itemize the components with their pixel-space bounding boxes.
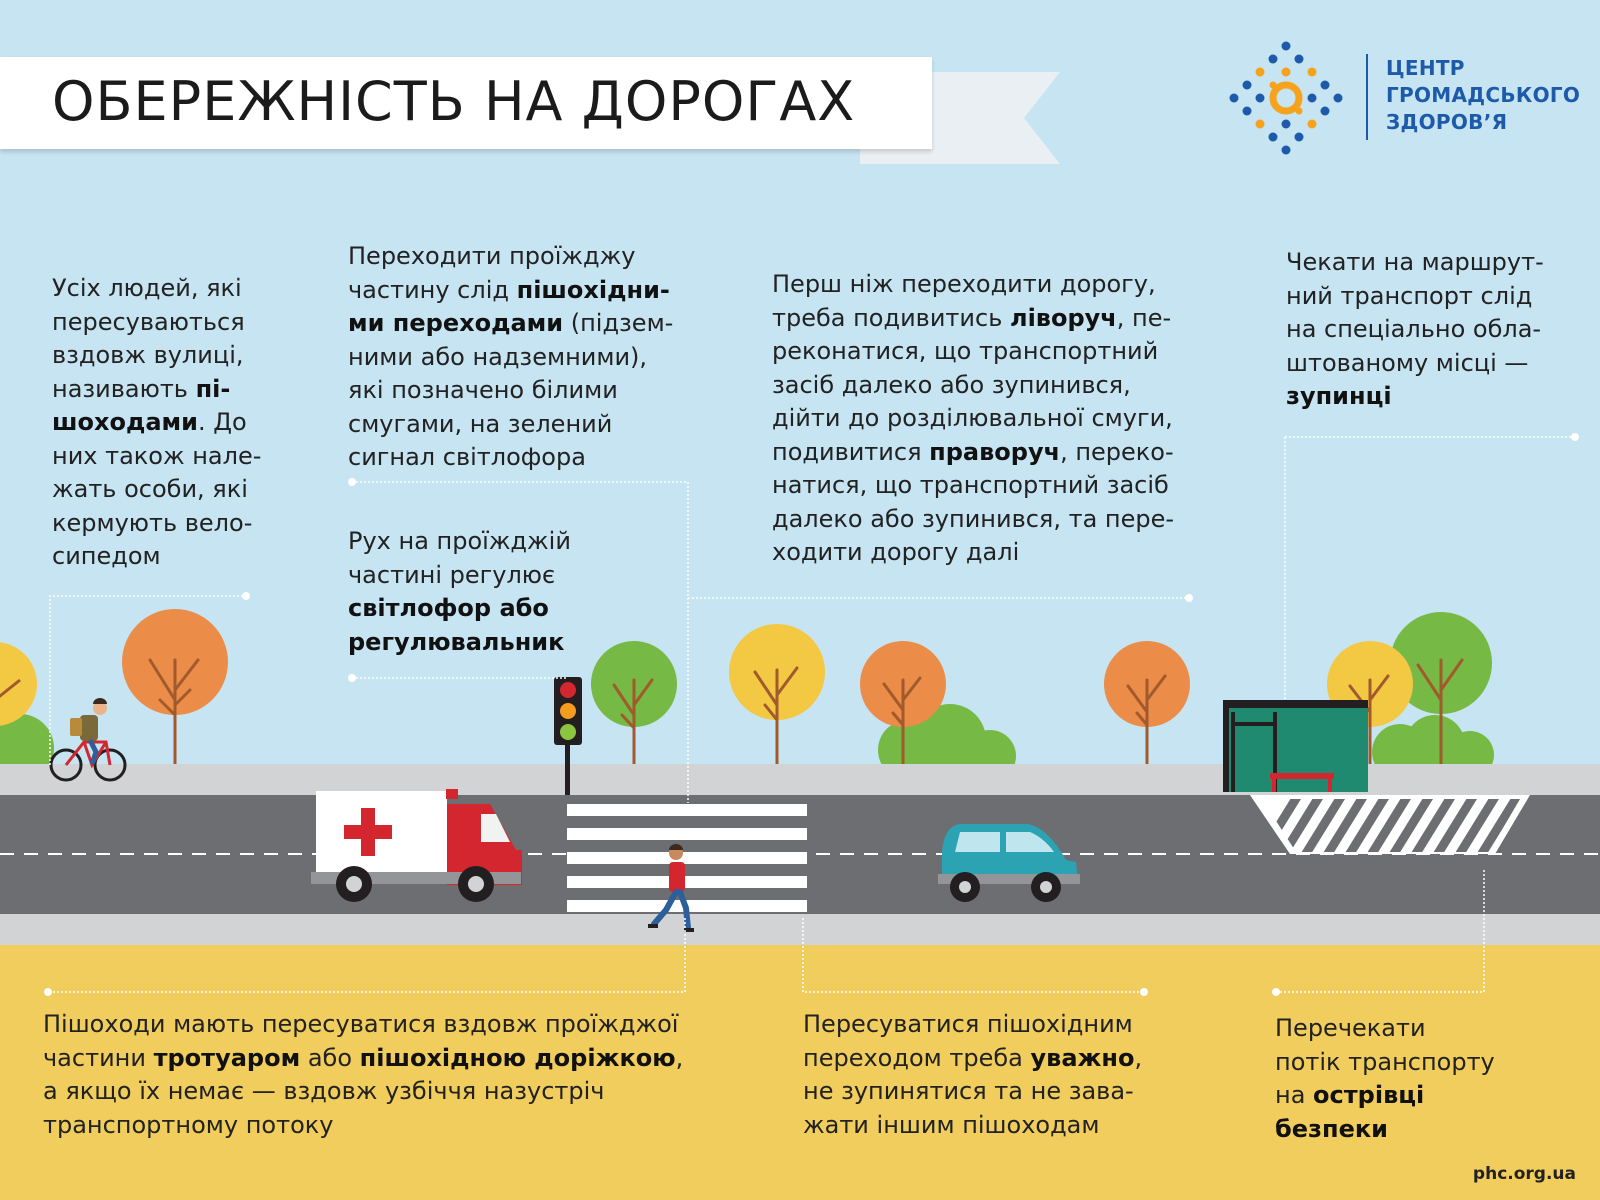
careful-line: Пересуватися пішохідним — [803, 1010, 1133, 1038]
pedestrians-line: називають пі- — [52, 374, 231, 403]
look-line: ходити дорогу далі — [772, 538, 1020, 566]
stop-line: зупинці — [1286, 382, 1392, 410]
page-title: ОБЕРЕЖНІСТЬ НА ДОРОГАХ — [52, 70, 856, 133]
pedestrians-line: шоходами. До — [52, 408, 247, 436]
stop-line: ний транспорт слід — [1286, 281, 1533, 310]
sidewalk-line: а якщо їх немає — вздовж узбіччя назустріч — [43, 1077, 605, 1105]
text-crossings — [348, 240, 673, 475]
text-pedestrians — [52, 272, 261, 574]
org-name-line-2: ГРОМАДСЬКОГО — [1386, 83, 1581, 107]
pedestrians-line: сипедом — [52, 542, 161, 570]
logo-separator — [1366, 54, 1368, 140]
sidewalk-line: частини тротуаром або пішохідною доріжкою, — [43, 1043, 684, 1072]
crossings-line: сигнал світлофора — [348, 443, 586, 471]
pedestrians-line: вздовж вулиці, — [52, 341, 244, 369]
island-line: Перечекати — [1275, 1014, 1426, 1042]
pedestrians-line: кермують вело- — [52, 508, 253, 537]
safety-island — [1250, 792, 1530, 860]
look-line: подивитися праворуч, переко- — [772, 437, 1174, 466]
island-line: на острівці — [1275, 1081, 1425, 1109]
org-logo-mark — [1230, 42, 1343, 155]
crossings-line: смугами, на зелений — [348, 409, 613, 438]
careful-line: жати іншим пішоходам — [803, 1110, 1100, 1139]
crossings-line: Переходити проїжджу — [348, 242, 636, 270]
text-look-both-ways — [772, 268, 1174, 570]
sidewalk-bottom — [0, 914, 1600, 945]
text-careful-crossing — [803, 1008, 1142, 1142]
look-line: реконатися, що транспортний — [772, 337, 1159, 365]
text-traffic-light — [348, 525, 571, 659]
look-line: засіб далеко або зупинився, — [772, 370, 1131, 399]
tree-orange-3 — [1104, 641, 1190, 764]
traffic-light-line: Рух на проїжджій — [348, 527, 571, 555]
traffic-light-line: регулювальник — [348, 627, 565, 656]
island-line: потік транспорту — [1275, 1047, 1495, 1076]
bus-stop-shelter — [1223, 700, 1368, 792]
look-line: далеко або зупинився, та пере- — [772, 504, 1175, 533]
site-url: phc.org.ua — [1472, 1164, 1576, 1184]
pedestrians-line: них також нале- — [52, 441, 262, 470]
tree-green-1 — [591, 641, 677, 764]
stop-line: Чекати на маршрут- — [1286, 248, 1544, 276]
look-line: Перш ніж переходити дорогу, — [772, 270, 1156, 298]
org-name-line-3: ЗДОРОВ’Я — [1386, 110, 1508, 134]
traffic-light-line: частині регулює — [348, 560, 556, 589]
crossings-line: які позначено білими — [348, 376, 618, 404]
pedestrians-line: пересуваються — [52, 307, 245, 336]
crossings-line: ми переходами (підзем- — [348, 309, 674, 337]
text-bus-stop — [1286, 246, 1544, 414]
org-name-line-1: ЦЕНТР — [1386, 56, 1465, 80]
stop-line: на спеціально обла- — [1286, 315, 1542, 343]
careful-line: переходом треба уважно, — [803, 1043, 1143, 1072]
crossings-line: частину слід пішохідни- — [348, 275, 670, 304]
tree-yellow-1 — [729, 624, 825, 764]
careful-line: не зупинятися та не зава- — [803, 1077, 1134, 1105]
org-name — [1386, 55, 1580, 136]
sidewalk-line: Пішоходи мають пересуватися вздовж проїжджої — [43, 1010, 679, 1038]
island-line: безпеки — [1275, 1114, 1388, 1143]
look-line: дійти до розділювальної смуги, — [772, 404, 1173, 432]
sidewalk-line: транспортному потоку — [43, 1110, 334, 1139]
crossings-line: ними або надземними), — [348, 342, 648, 371]
pedestrians-line: Усіх людей, які — [52, 274, 242, 302]
tree-yellow-left — [0, 642, 37, 726]
stop-line: штованому місці — — [1286, 348, 1529, 377]
text-safety-island — [1275, 1012, 1495, 1146]
traffic-light-line: світлофор або — [348, 594, 549, 622]
text-sidewalk — [43, 1008, 683, 1142]
look-line: треба подивитись ліворуч, пе- — [772, 303, 1172, 332]
look-line: натися, що транспортний засіб — [772, 471, 1169, 499]
tree-orange-1 — [122, 609, 228, 764]
pedestrians-line: жать особи, які — [52, 475, 248, 503]
